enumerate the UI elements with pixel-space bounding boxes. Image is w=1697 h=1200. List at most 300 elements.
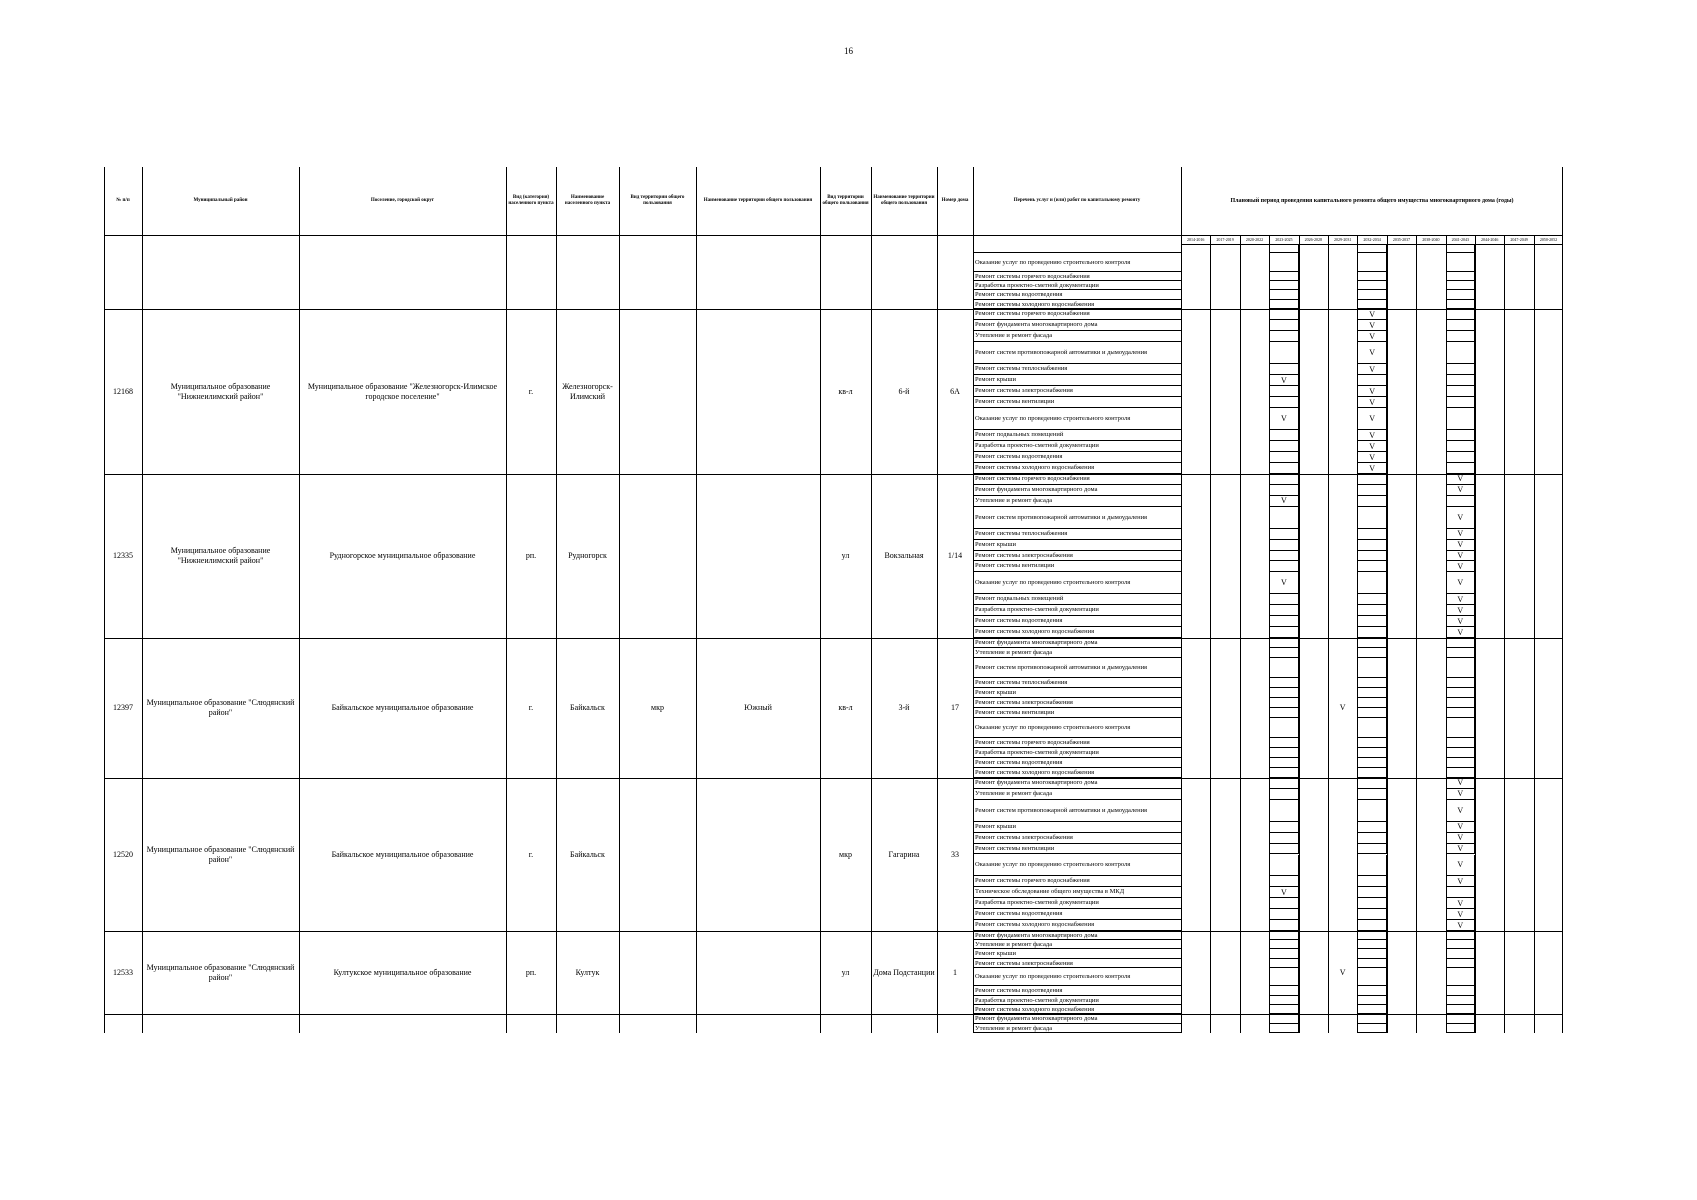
year-cell [1269, 627, 1298, 638]
plan-mark: V [1457, 529, 1464, 539]
work-item: Оказание услуг по проведению строительного контроля [974, 718, 1181, 738]
year-cell [1357, 1014, 1386, 1024]
cell-settlement [301, 1014, 504, 1033]
work-item: Ремонт фундамента многоквартирного дома [974, 778, 1181, 789]
work-item: Разработка проектно-сметной документации [974, 605, 1181, 616]
work-item: Ремонт подвальных помещений [974, 594, 1181, 605]
year-cell [1446, 253, 1475, 272]
year-cell [1357, 561, 1386, 572]
work-item: Ремонт системы электроснабжения [974, 551, 1181, 562]
work-item: Ремонт системы холодного водоснабжения [974, 300, 1181, 309]
year-cell [1269, 898, 1298, 909]
plan-mark: V [1457, 551, 1464, 560]
cell-district: Муниципальное образование "Слюдянский район" [146, 844, 295, 864]
year-cell [1269, 949, 1298, 958]
plan-mark: V [1369, 320, 1375, 330]
work-item: Оказание услуг по проведению строительного контроля [974, 408, 1181, 430]
year-cell [1357, 281, 1386, 290]
work-item: Ремонт фундамента многоквартирного дома [974, 1014, 1181, 1024]
plan-mark: V [1339, 967, 1346, 977]
year-cell [1446, 698, 1475, 708]
header-settlement-type: Вид (категория) населенного пункта [508, 195, 554, 206]
year-cell [1357, 748, 1386, 758]
year-cell [1357, 833, 1386, 844]
plan-mark: V [1457, 805, 1464, 815]
cell-street-type: ул [841, 551, 850, 560]
cell-territory-type [621, 931, 694, 1014]
year-cell [1446, 688, 1475, 698]
year-cell [1357, 678, 1386, 688]
work-item: Разработка проектно-сметной документации [974, 441, 1181, 452]
year-cell [1446, 1014, 1475, 1024]
year-cell [1357, 616, 1386, 627]
year-cell [1269, 768, 1298, 778]
cell-street-name [873, 1014, 935, 1033]
header-settlement-name: Наименование населенного пункта [564, 195, 611, 206]
header-territory-name: Наименование территории общего пользования [703, 198, 813, 203]
year-cell [1446, 1005, 1475, 1014]
plan-mark: V [1457, 474, 1464, 484]
cell-num: 12397 [113, 703, 133, 712]
year-cell [1357, 738, 1386, 748]
cell-house: 6А [950, 386, 960, 396]
cell-territory-name [698, 931, 818, 1014]
work-item: Оказание услуг по проведению строительного контроля [974, 855, 1181, 877]
cell-num [106, 1014, 140, 1033]
plan-mark: V [1457, 909, 1464, 919]
year-cell [1446, 678, 1475, 688]
cell-territory-name: Южный [744, 703, 772, 712]
work-item: Ремонт системы электроснабжения [974, 386, 1181, 397]
year-column-label: 2029-2031 [1334, 237, 1352, 242]
year-cell [1357, 778, 1386, 789]
year-cell [1269, 718, 1298, 738]
year-cell [1357, 688, 1386, 698]
year-cell [1269, 833, 1298, 844]
year-column-label: 2035-2037 [1392, 237, 1411, 242]
cell-house: 1/14 [947, 551, 963, 560]
year-cell [1357, 1005, 1386, 1014]
year-cell [1446, 386, 1475, 397]
work-item: Ремонт системы горячего водоснабжения [974, 738, 1181, 748]
page-number: 16 [844, 46, 853, 56]
year-cell [1269, 758, 1298, 768]
year-cell [1269, 507, 1298, 529]
plan-mark: V [1457, 822, 1464, 832]
work-item: Ремонт фундамента многоквартирного дома [974, 485, 1181, 496]
year-cell [1269, 272, 1298, 281]
work-item: Ремонт крыши [974, 688, 1181, 698]
plan-mark: V [1457, 876, 1464, 886]
year-cell [1269, 253, 1298, 272]
year-cell [1269, 959, 1298, 968]
plan-mark: V [1369, 397, 1375, 407]
work-item: Техническое обследование общего имущества в МКД [974, 887, 1181, 898]
year-cell [1446, 648, 1475, 658]
work-item: Ремонт фундамента многоквартирного дома [974, 931, 1181, 940]
year-cell [1357, 855, 1386, 877]
year-cell [1446, 949, 1475, 958]
work-item: Разработка проектно-сметной документации [974, 281, 1181, 290]
cell-settlement-name: Байкальск [570, 849, 605, 859]
work-item: Ремонт системы холодного водоснабжения [974, 768, 1181, 778]
year-cell [1446, 748, 1475, 758]
year-cell [1269, 1005, 1298, 1014]
year-cell [1446, 940, 1475, 949]
year-cell [1446, 1024, 1475, 1034]
cell-territory-type [621, 474, 694, 638]
work-item: Ремонт системы электроснабжения [974, 698, 1181, 708]
year-cell [1269, 638, 1298, 648]
cell-settlement-name: Култук [575, 967, 600, 977]
year-cell [1446, 708, 1475, 718]
year-cell [1446, 738, 1475, 748]
work-item: Ремонт системы вентиляции [974, 397, 1181, 408]
plan-mark: V [1369, 414, 1375, 423]
year-column-label: 2041-2043 [1451, 237, 1469, 242]
cell-settlement-name [558, 1014, 617, 1033]
year-cell [1357, 949, 1386, 958]
year-cell [1357, 474, 1386, 485]
cell-settlement-type [508, 244, 554, 309]
plan-mark: V [1457, 561, 1464, 571]
year-cell [1357, 959, 1386, 968]
work-item: Ремонт системы горячего водоснабжения [974, 309, 1181, 320]
cell-street-type: кв-л [838, 703, 853, 712]
plan-mark: V [1281, 887, 1287, 897]
cell-settlement-type: г. [528, 849, 534, 859]
year-cell [1446, 244, 1475, 253]
year-cell [1446, 364, 1475, 375]
year-cell [1357, 658, 1386, 678]
year-column-label: 2032-2034 [1363, 237, 1381, 242]
plan-mark: V [1339, 703, 1346, 712]
year-cell [1269, 968, 1298, 986]
year-cell [1269, 855, 1298, 877]
header-works: Перечень услуг и (или) работ по капитальному ремонту [1013, 198, 1141, 203]
work-item: Утепление и ремонт фасада [974, 1024, 1181, 1034]
cell-settlement: Байкальское муниципальное образование [331, 703, 474, 712]
year-cell [1269, 844, 1298, 855]
plan-mark: V [1457, 778, 1464, 788]
cell-territory-type [621, 778, 694, 931]
year-cell [1446, 931, 1475, 940]
year-cell [1269, 540, 1298, 551]
year-cell [1269, 561, 1298, 572]
year-cell [1446, 463, 1475, 474]
cell-district: Муниципальное образование "Нижнеилимский район" [170, 546, 271, 565]
year-cell [1357, 822, 1386, 833]
work-item: Утепление и ремонт фасада [974, 789, 1181, 800]
work-item: Ремонт системы водоотведения [974, 758, 1181, 768]
year-cell [1269, 463, 1298, 474]
year-cell [1446, 342, 1475, 364]
plan-mark: V [1457, 594, 1464, 604]
year-cell [1446, 441, 1475, 452]
year-cell [1269, 529, 1298, 540]
year-cell [1269, 648, 1298, 658]
year-cell [1269, 658, 1298, 678]
year-cell [1446, 496, 1475, 507]
cell-num [106, 244, 140, 309]
year-cell [1357, 789, 1386, 800]
year-cell [1269, 244, 1298, 253]
plan-mark: V [1281, 578, 1287, 588]
plan-mark: V [1369, 463, 1375, 473]
year-cell [1357, 375, 1386, 386]
year-cell [1269, 800, 1298, 822]
year-cell [1357, 931, 1386, 940]
cell-house [939, 1014, 971, 1033]
cell-house: 33 [951, 849, 959, 859]
year-cell [1357, 698, 1386, 708]
year-column-label: 2020-2022 [1245, 237, 1264, 242]
year-cell [1269, 909, 1298, 920]
year-cell [1357, 758, 1386, 768]
year-cell [1269, 708, 1298, 718]
year-cell [1446, 272, 1475, 281]
work-item: Ремонт системы горячего водоснабжения [974, 272, 1181, 281]
work-item: Ремонт системы теплоснабжения [974, 529, 1181, 540]
work-item [974, 244, 1181, 253]
year-cell [1446, 397, 1475, 408]
cell-district: Муниципальное образование "Слюдянский район" [146, 698, 295, 717]
year-cell [1357, 718, 1386, 738]
work-item: Ремонт системы вентиляции [974, 561, 1181, 572]
cell-settlement: Рудногорское муниципальное образование [329, 551, 476, 560]
year-cell [1357, 986, 1386, 995]
year-cell [1357, 572, 1386, 594]
year-cell [1357, 909, 1386, 920]
plan-mark: V [1457, 860, 1464, 870]
cell-territory-name [698, 474, 818, 638]
year-cell [1357, 594, 1386, 605]
year-column-label: 2026-2028 [1304, 237, 1322, 242]
year-cell [1269, 364, 1298, 375]
year-column-label: 2038-2040 [1422, 237, 1440, 242]
year-cell [1269, 616, 1298, 627]
work-item: Ремонт системы вентиляции [974, 844, 1181, 855]
work-item: Оказание услуг по проведению строительного контроля [974, 968, 1181, 986]
work-item: Разработка проектно-сметной документации [974, 898, 1181, 909]
cell-street-name [873, 244, 935, 309]
work-item: Оказание услуг по проведению строительного контроля [974, 253, 1181, 272]
plan-mark: V [1457, 540, 1464, 550]
year-cell [1357, 1024, 1386, 1034]
cell-territory-name [698, 778, 818, 931]
cell-house: 1 [953, 967, 957, 977]
work-item: Ремонт системы холодного водоснабжения [974, 920, 1181, 931]
cell-territory-name [698, 1014, 818, 1033]
cell-settlement-name: Байкальск [570, 703, 605, 712]
work-item: Ремонт системы электроснабжения [974, 833, 1181, 844]
plan-mark: V [1369, 452, 1375, 462]
work-item: Ремонт систем противопожарной автоматики и дымоудаления [974, 658, 1181, 678]
year-cell [1446, 887, 1475, 898]
year-cell [1446, 300, 1475, 309]
work-item: Ремонт фундамента многоквартирного дома [974, 320, 1181, 331]
work-item: Ремонт фундамента многоквартирного дома [974, 638, 1181, 648]
plan-mark: V [1457, 512, 1464, 522]
year-cell [1269, 605, 1298, 616]
year-cell [1269, 320, 1298, 331]
year-cell [1269, 551, 1298, 562]
year-cell [1357, 627, 1386, 638]
work-item: Разработка проектно-сметной документации [974, 748, 1181, 758]
year-cell [1357, 920, 1386, 931]
plan-mark: V [1369, 309, 1375, 319]
header-street-type: Вид территории общего пользования [822, 195, 869, 206]
cell-street-name: Вокзальная [884, 551, 924, 560]
work-item: Ремонт крыши [974, 822, 1181, 833]
year-cell [1269, 1024, 1298, 1034]
year-cell [1357, 887, 1386, 898]
year-cell [1446, 281, 1475, 290]
header-house: Номер дома [941, 198, 969, 203]
year-cell [1269, 594, 1298, 605]
year-cell [1357, 638, 1386, 648]
year-cell [1357, 605, 1386, 616]
header-territory-type: Вид территории общего пользования [630, 195, 685, 206]
work-item: Ремонт систем противопожарной автоматики и дымоудаления [974, 507, 1181, 529]
year-column-label: 2014-2016 [1187, 237, 1205, 242]
year-cell [1357, 244, 1386, 253]
cell-street-name: 3-й [898, 703, 910, 712]
work-item: Ремонт системы холодного водоснабжения [974, 463, 1181, 474]
work-item: Ремонт системы теплоснабжения [974, 364, 1181, 375]
plan-mark: V [1369, 430, 1375, 440]
cell-street-type: кв-л [838, 386, 853, 396]
work-item: Ремонт системы холодного водоснабжения [974, 627, 1181, 638]
year-cell [1269, 290, 1298, 299]
year-cell [1269, 1014, 1298, 1024]
work-item: Ремонт системы водоотведения [974, 452, 1181, 463]
work-item: Ремонт крыши [974, 949, 1181, 958]
year-cell [1357, 940, 1386, 949]
header-num: № п/п [116, 198, 130, 203]
work-item: Утепление и ремонт фасада [974, 940, 1181, 949]
year-cell [1357, 496, 1386, 507]
plan-mark: V [1457, 485, 1464, 495]
work-item: Ремонт системы горячего водоснабжения [974, 474, 1181, 485]
year-cell [1269, 822, 1298, 833]
cell-territory-type [621, 309, 694, 474]
cell-house: 17 [951, 703, 959, 712]
year-cell [1446, 309, 1475, 320]
plan-mark: V [1457, 605, 1464, 615]
year-cell [1269, 430, 1298, 441]
year-column-label: 2044-2046 [1481, 237, 1499, 242]
plan-mark: V [1369, 364, 1375, 374]
cell-num: 12168 [113, 386, 133, 396]
cell-territory-name [698, 244, 818, 309]
cell-settlement-name [558, 244, 617, 309]
cell-street-type [822, 1014, 869, 1033]
cell-street-type [822, 244, 869, 309]
plan-mark: V [1369, 386, 1375, 396]
cell-settlement-type: г. [528, 386, 534, 396]
year-cell [1446, 968, 1475, 986]
cell-settlement-name: Рудногорск [568, 551, 607, 560]
plan-mark: V [1457, 578, 1464, 588]
table-header [104, 167, 1563, 236]
cell-territory-name [698, 309, 818, 474]
plan-mark: V [1457, 920, 1464, 930]
year-column-label: 2050-2052 [1539, 237, 1558, 242]
year-cell [1269, 738, 1298, 748]
work-item: Ремонт системы электроснабжения [974, 959, 1181, 968]
year-cell [1357, 648, 1386, 658]
year-cell [1446, 430, 1475, 441]
work-item: Ремонт крыши [974, 540, 1181, 551]
year-cell [1269, 397, 1298, 408]
year-cell [1446, 768, 1475, 778]
year-cell [1269, 931, 1298, 940]
year-cell [1269, 331, 1298, 342]
cell-settlement: Култукское муниципальное образование [333, 967, 472, 977]
work-item: Ремонт системы вентиляции [974, 708, 1181, 718]
year-cell [1446, 758, 1475, 768]
cell-district: Муниципальное образование "Слюдянский район" [146, 962, 295, 982]
year-cell [1446, 986, 1475, 995]
year-cell [1269, 698, 1298, 708]
header-street-name: Наименование территории общего пользования [873, 195, 935, 206]
cell-num: 12533 [113, 967, 133, 977]
cell-street-type: ул [841, 967, 850, 977]
year-cell [1269, 452, 1298, 463]
year-cell [1269, 474, 1298, 485]
plan-mark: V [1281, 375, 1287, 385]
work-item: Утепление и ремонт фасада [974, 496, 1181, 507]
work-item: Оказание услуг по проведению строительного контроля [974, 572, 1181, 594]
year-cell [1446, 638, 1475, 648]
plan-mark: V [1457, 844, 1464, 854]
year-cell [1269, 678, 1298, 688]
work-item: Ремонт системы водоотведения [974, 290, 1181, 299]
work-item: Ремонт системы горячего водоснабжения [974, 876, 1181, 887]
year-cell [1357, 540, 1386, 551]
work-item: Ремонт крыши [974, 375, 1181, 386]
year-cell [1357, 996, 1386, 1005]
plan-mark: V [1457, 627, 1464, 637]
cell-territory-type [621, 1014, 694, 1033]
year-cell [1269, 485, 1298, 496]
year-cell [1357, 272, 1386, 281]
header-settlement: Поселение, городской округ [370, 198, 435, 203]
plan-mark: V [1281, 414, 1287, 423]
cell-street-name: Дома Подстанции [873, 967, 935, 977]
year-cell [1357, 800, 1386, 822]
work-item: Ремонт системы водоотведения [974, 616, 1181, 627]
header-plan-period: Плановый период проведения капитального ремонта общего имущества многоквартирного дома (годы) [1230, 198, 1514, 204]
year-cell [1269, 778, 1298, 789]
year-cell [1269, 342, 1298, 364]
plan-mark: V [1369, 441, 1375, 451]
plan-mark: V [1457, 898, 1464, 908]
cell-street-name: 6-й [898, 386, 910, 396]
work-item: Ремонт системы холодного водоснабжения [974, 1005, 1181, 1014]
work-item: Ремонт системы водоотведения [974, 986, 1181, 995]
year-cell [1446, 375, 1475, 386]
year-cell [1269, 876, 1298, 887]
year-cell [1357, 968, 1386, 986]
cell-settlement: Байкальское муниципальное образование [331, 849, 474, 859]
cell-settlement-type: г. [528, 703, 534, 712]
cell-num: 12520 [113, 849, 133, 859]
year-cell [1357, 844, 1386, 855]
year-cell [1357, 876, 1386, 887]
year-cell [1446, 959, 1475, 968]
